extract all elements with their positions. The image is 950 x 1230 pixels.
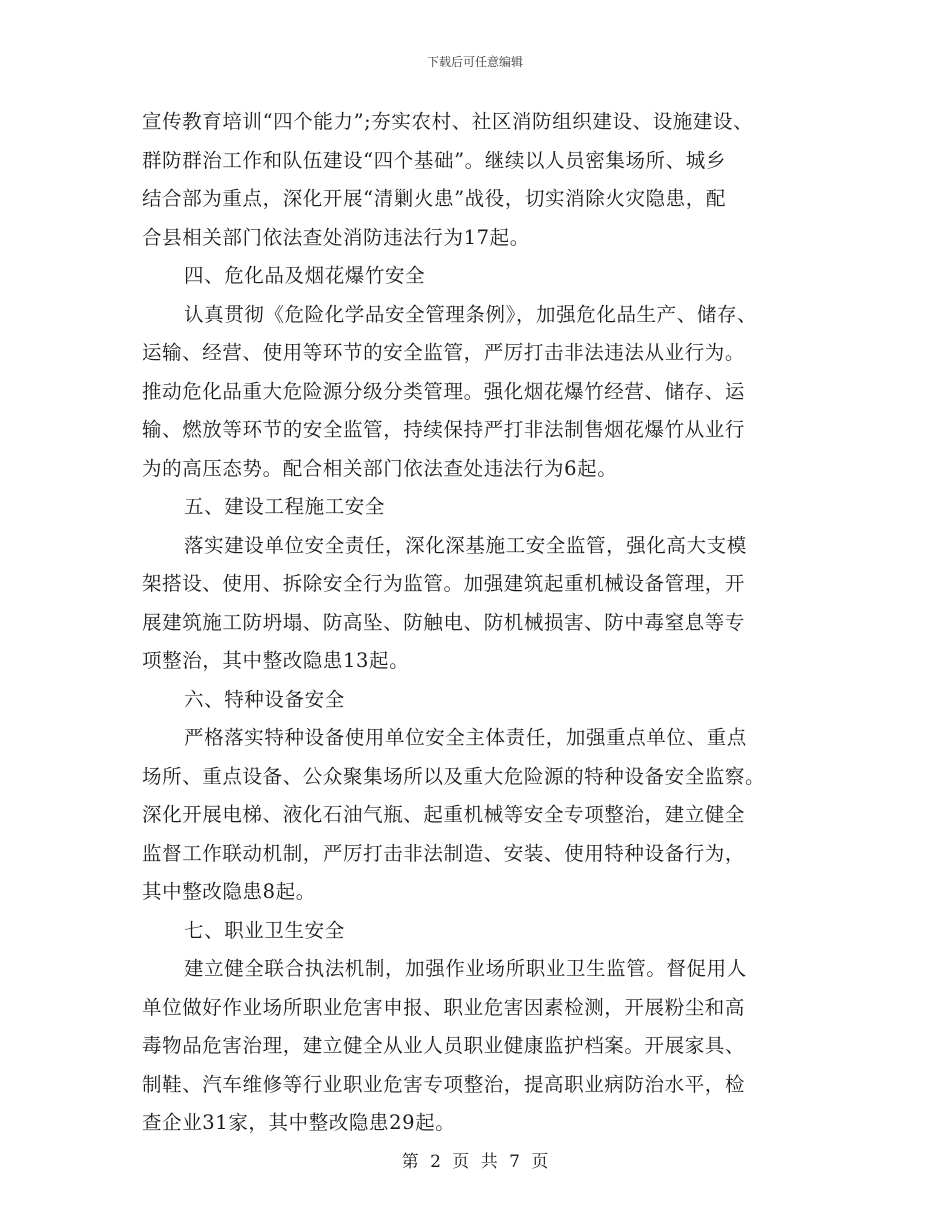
paragraph-line: 宣传教育培训“四个能力”;夯实农村、社区消防组织建设、设施建设、 (142, 110, 754, 133)
paragraph-line: 监督工作联动机制，严厉打击非法制造、安装、使用特种设备行为， (142, 841, 746, 865)
paragraph-line: 为的高压态势。配合相关部门依法查处违法行为6起。 (142, 456, 618, 480)
paragraph-line: 单位做好作业场所职业危害申报、职业危害因素检测，开展粉尘和高 (142, 995, 746, 1019)
paragraph-line: 项整治，其中整改隐患13起。 (142, 649, 410, 672)
body-text (142, 103, 822, 1143)
paragraph-line: 深化开展电梯、液化石油气瓶、起重机械等安全专项整治，建立健全 (142, 803, 746, 826)
paragraph-line: 其中整改隐患8起。 (142, 880, 316, 903)
paragraph-line: 群防群治工作和队伍建设“四个基础”。继续以人员密集场所、城乡 (142, 148, 726, 172)
paragraph-line: 合县相关部门依法查处消防违法行为17起。 (142, 225, 530, 249)
paragraph-line: 运输、经营、使用等环节的安全监管，严厉打击非法违法从业行为。 (142, 341, 746, 364)
paragraph-line: 输、燃放等环节的安全监管，持续保持严打非法制售烟花爆竹从业行 (142, 418, 746, 441)
paragraph-line: 架搭设、使用、拆除安全行为监管。加强建筑起重机械设备管理，开 (142, 572, 746, 595)
section-heading: 五、建设工程施工安全 (184, 495, 386, 518)
paragraph-line: 落实建设单位安全责任，深化深基施工安全监管，强化高大支模 (184, 533, 747, 557)
section-heading: 七、职业卫生安全 (184, 918, 345, 942)
paragraph-line: 制鞋、汽车维修等行业职业危害专项整治，提高职业病防治水平，检 (142, 1072, 746, 1096)
paragraph-line: 展建筑施工防坍塌、防高坠、防触电、防机械损害、防中毒窒息等专 (142, 610, 746, 634)
paragraph-line: 推动危化品重大危险源分级分类管理。强化烟花爆竹经营、储存、运 (142, 379, 746, 403)
page-number-footer: 第 2 页 共 7 页 (401, 1152, 549, 1172)
paragraph-line: 建立健全联合执法机制，加强作业场所职业卫生监管。督促用人 (184, 957, 747, 980)
paragraph-line: 场所、重点设备、公众聚集场所以及重大危险源的特种设备安全监察。 (142, 764, 766, 788)
paragraph-line: 查企业31家，其中整改隐患29起。 (142, 1111, 456, 1134)
section-heading: 六、特种设备安全 (184, 687, 345, 711)
paragraph-line: 严格落实特种设备使用单位安全主体责任，加强重点单位、重点 (184, 726, 747, 749)
paragraph-line: 毒物品危害治理，建立健全从业人员职业健康监护档案。开展家具、 (142, 1034, 746, 1057)
paragraph-line: 结合部为重点，深化开展“清剿火患”战役，切实消除火灾隐患，配 (142, 187, 726, 210)
header-note: 下载后可任意编辑 (426, 55, 523, 69)
paragraph-line: 认真贯彻《危险化学品安全管理条例》，加强危化品生产、储存、 (184, 302, 758, 326)
section-heading: 四、危化品及烟花爆竹安全 (184, 264, 426, 287)
